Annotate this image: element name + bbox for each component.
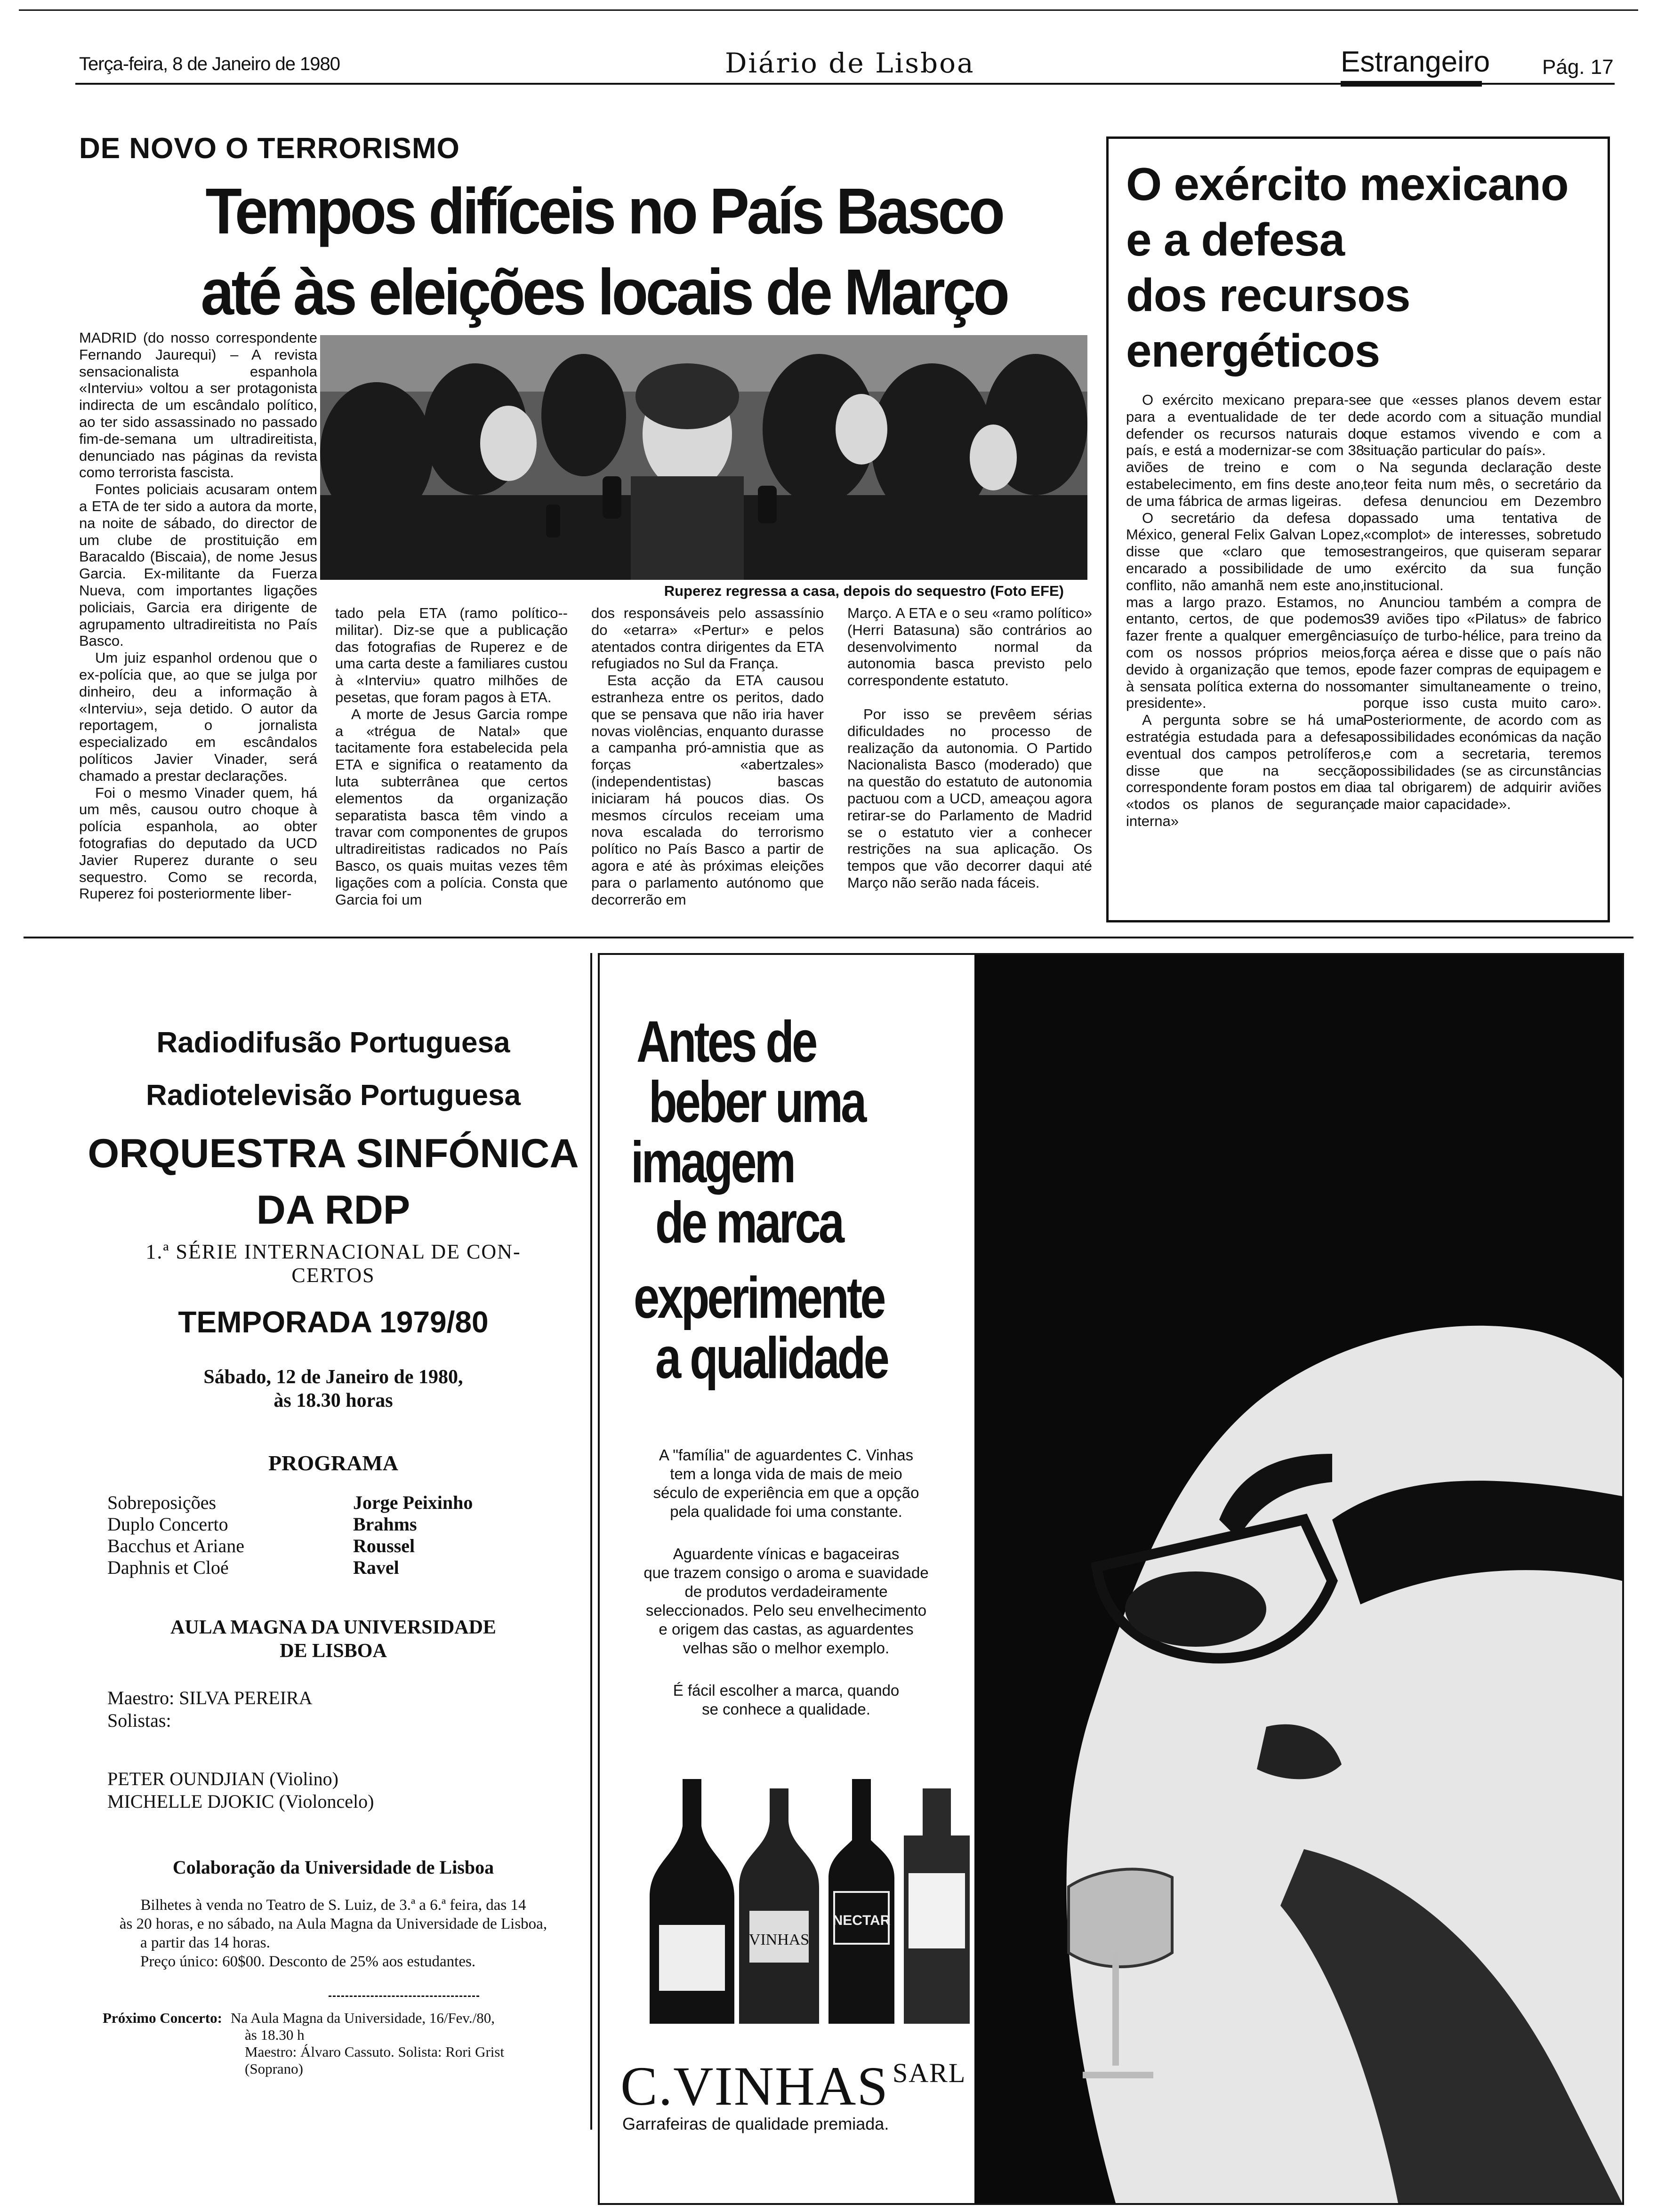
sidebar-headline-line: energéticos [1126, 325, 1380, 377]
man-drinking-photo [974, 955, 1622, 2203]
paragraph: Na segunda declaração deste teor feita num mês, o secretário da defesa denunciou em Dezembro passado uma tentativa de «complot» de interesses, sobretudo estrangeiros, que quiseram separar o exército da sua função institucional. [1363, 459, 1601, 593]
bottles-illustration [621, 1770, 979, 2033]
column-rule [590, 953, 592, 2130]
paragraph: Anunciou também a compra de 39 aviões tipo «Pilatus» de fabrico suíço de turbo-hélice, para treino da força aérea e disse que o país não pode fazer compras de equipagem e manter simultaneamente o treino, porque isso custa muito caro». Posteriormente, de acordo com as possibilidades económicas da nação e com a secretaria, teremos possibilidades (se as circunstâncias a tal obrigarem) de adquirir aviões de maior capacidade». [1363, 593, 1601, 813]
paragraph: Esta acção da ETA causou estranheza entre os peritos, dado que se pensava que não iria haver novas violências, enquanto durasse a campanha pró-amnistia que as forças «abertzales» (independentistas) bascas iniciaram há poucos dias. Os mesmos círculos receiam uma nova escalada do terrorismo político no País Basco a partir de agora e até às próximas eleições para o parlamento autónomo que decorrerão em [591, 672, 824, 908]
page-number: Pág. 17 [1542, 56, 1614, 79]
sidebar-headline-line: dos recursos [1126, 269, 1410, 321]
ad-paragraph-3 [607, 1681, 965, 1719]
ad-headline: Antes de [636, 1010, 816, 1074]
sidebar-headline-line: O exército mexicano [1126, 158, 1569, 210]
paragraph: Um juiz espanhol ordenou que o ex-polícia que, ao que se julga por dinheiro, deu a informação à «Interviu», seja detido. O autor da reportagem, o jornalista especializado em escândalos políticos Javier Vinader, será chamado a prestar declarações. [79, 649, 317, 784]
next-concert-info [231, 2010, 504, 2077]
paragraph: O exército mexicano prepara-se para a eventualidade de ter de defender os recursos naturais do país, e está a modernizar-se com 38 aviões de treino e com o estabelecimento, em fins deste ano, de uma fábrica de armas ligeiras. [1126, 392, 1364, 509]
tickets-info: Bilhetes à venda no Teatro de S. Luiz, de 3.ª a 6.ª feira, das 14 [140, 1897, 526, 1914]
series-line: CERTOS [291, 1264, 375, 1287]
paragraph: e que «esses planos devem estar de acordo com a situação mundial que estamos vivendo e com a situação particular do país». [1363, 392, 1601, 459]
paragraph: Fontes policiais acusaram ontem a ETA de ter sido a autora da morte, na noite de sábado, do director de um clube de prostituição em Baracaldo (Biscaia), de nome Jesus Garcia. Ex-militante da Fuerza Nueva, com importantes ligações policiais, Garcia era dirigente de agrupamento ultradireitista no País Basco. [79, 481, 317, 649]
next-concert-line: às 18.30 h [245, 2027, 305, 2043]
season-title: TEMPORADA 1979/80 [178, 1305, 489, 1339]
program-composer: Brahms [353, 1514, 417, 1535]
rdp-concert-ad [79, 960, 587, 2123]
paragraph: tado pela ETA (ramo político--militar). Diz-se que a publicação das fotografias de Ruperez e de uma carta deste a familiares custou à «Interviu» quatro milhões de pesetas, que foram pagos à ETA. [335, 605, 568, 705]
paragraph: A morte de Jesus Garcia rompe a «trégua de Natal» que tacitamente fora estabelecida pela ETA e significa o reatamento da luta subterrânea que certos elementos da organização separatista basca têm vindo a travar com componentes de grupos ultradireitistas radicados no País Basco, os quais muitas vezes têm ligações com a polícia. Consta que Garcia foi um [335, 705, 568, 908]
section-name: Estrangeiro [1341, 46, 1490, 78]
ad-headline: de marca [655, 1190, 843, 1255]
brand-tagline: Garrafeiras de qualidade premiada. [622, 2114, 889, 2133]
orchestra-title: ORQUESTRA SINFÓNICA [88, 1131, 579, 1176]
program-title: PROGRAMA [268, 1451, 398, 1475]
ad-paragraph-1 [607, 1446, 965, 1521]
ad-text-line: pela qualidade foi uma constante. [670, 1503, 902, 1520]
next-concert-line: (Soprano) [245, 2060, 303, 2077]
sidebar-column-1 [1126, 392, 1364, 914]
ad-text-line: velhas são o melhor exemplo. [683, 1639, 890, 1657]
brand-name: C.VINHAS [620, 2055, 889, 2117]
ad-paragraph-2 [607, 1545, 965, 1658]
ad-text-line: se conhece a qualidade. [702, 1700, 870, 1718]
program-composer: Roussel [353, 1535, 415, 1556]
program-work: Duplo Concerto [107, 1514, 228, 1535]
paragraph: Foi o mesmo Vinader quem, há um mês, causou outro choque à polícia espanhola, ao obter fotografias do deputado da UCD Javier Ruperez durante o seu sequestro. Como se recorda, Ruperez foi posteriormente liber- [79, 784, 317, 902]
brand-logo [620, 2054, 966, 2118]
section-underline [1341, 81, 1482, 87]
paragraph: Por isso se prevêem sérias dificuldades no processo de realização da autonomia. O Partido Nacionalista Basco (moderado) que na questão do estatuto de autonomia pactuou com a UCD, ameaçou agora retirar-se do Parlamento de Madrid se o estatuto vier a conhecer restrições na sua aplicação. Os tempos que vão decorrer daqui até Março não serão nada fáceis. [847, 705, 1092, 891]
orchestra-title: DA RDP [256, 1187, 410, 1233]
venue: AULA MAGNA DA UNIVERSIDADE [170, 1617, 496, 1638]
ad-headline: experimente [634, 1266, 884, 1330]
ad-line: Radiodifusão Portuguesa [156, 1026, 510, 1059]
next-concert-line: Maestro: Álvaro Cassuto. Solista: Rori Grist [245, 2044, 505, 2060]
sidebar-headline [1126, 156, 1597, 378]
program-work: Bacchus et Ariane [107, 1535, 244, 1556]
news-photo-crowd [320, 335, 1087, 580]
ad-text-line: século de experiência em que a opção [653, 1484, 919, 1501]
ad-headline: a qualidade [655, 1326, 887, 1391]
bottle-label: NECTAR [832, 1913, 891, 1928]
section-divider [24, 937, 1633, 938]
ad-line: Radiotelevisão Portuguesa [146, 1079, 521, 1112]
article-column-1 [79, 329, 317, 927]
program-work: Sobreposições [107, 1492, 217, 1513]
ad-text-line: que trazem consigo o aroma e suavidade [643, 1564, 929, 1581]
bottles-graphic [621, 1770, 979, 2033]
article-kicker: DE NOVO O TERRORISMO [79, 132, 460, 165]
article-column-2 [335, 605, 568, 927]
next-concert-label: Próximo Concerto: [103, 2010, 222, 2026]
ad-headline: imagem [631, 1130, 794, 1195]
ad-text-line: A "família" de aguardentes C. Vinhas [659, 1446, 914, 1464]
tickets-info: às 20 horas, e no sábado, na Aula Magna da Universidade de Lisboa, [119, 1915, 547, 1932]
paragraph: MADRID (do nosso correspondente Fernando Jaurequi) – A revista sensacionalista espanhola «Interviu» voltou a ser protagonista indirecta de um escândalo político, ao ter sido assassinado no passado fim-de-semana um ultradireitista, denunciado nas páginas da revista como terrorista fascista. [79, 329, 317, 481]
ad-text-line: É fácil escolher a marca, quando [673, 1682, 900, 1699]
soloist: MICHELLE DJOKIC (Violoncelo) [107, 1791, 374, 1812]
top-border [19, 9, 1638, 11]
sidebar-column-2 [1363, 392, 1601, 914]
paragraph: O secretário da defesa do México, general Felix Galvan Lopez, disse que «claro que temos encarado a possibilidade de um conflito, não amanhã nem este ano, mas a largo prazo. Estamos, no entanto, certos, de que podemos fazer frente a qualquer emergência com os nossos próprios meios, devido à organização que temos, e à sensata política externa do nosso presidente». [1126, 509, 1364, 712]
program-list [107, 1492, 531, 1581]
program-work: Daphnis et Cloé [107, 1557, 229, 1578]
separator [329, 1996, 479, 1997]
series-line: 1.ª SÉRIE INTERNACIONAL DE CON- [145, 1240, 521, 1263]
issue-date: Terça-feira, 8 de Janeiro de 1980 [79, 54, 340, 74]
concert-date: Sábado, 12 de Janeiro de 1980, [203, 1366, 463, 1388]
ad-text-line: e origem das castas, as aguardentes [659, 1620, 914, 1638]
ad-text-line: seleccionados. Pelo seu envelhecimento [645, 1602, 927, 1619]
soloist: PETER OUNDJIAN (Violino) [107, 1768, 338, 1789]
program-composer: Ravel [353, 1557, 399, 1578]
tickets-info: a partir das 14 horas. [140, 1934, 270, 1951]
photo-illustration [974, 955, 1622, 2203]
next-concert-line: Na Aula Magna da Universidade, 16/Fev./80, [231, 2010, 495, 2026]
soloists-label: Solistas: [107, 1710, 171, 1731]
bottle-label: VINHAS [748, 1931, 810, 1948]
collaboration: Colaboração da Universidade de Lisboa [172, 1857, 494, 1878]
ad-headline: beber uma [649, 1070, 865, 1135]
ad-text-line: de produtos verdadeiramente [684, 1583, 888, 1600]
article-headline-line2: até às eleições locais de Março [201, 256, 1007, 329]
masthead: Diário de Lisboa [725, 47, 975, 79]
ticket-price: Preço único: 60$00. Desconto de 25% aos estudantes. [140, 1953, 476, 1970]
program-composer: Jorge Peixinho [353, 1492, 473, 1513]
ad-text-line: Aguardente vínicas e bagaceiras [673, 1545, 900, 1563]
paragraph: dos responsáveis pelo assassínio do «etarra» «Pertur» e pelos atentados contra dirigentes da ETA refugiados no Sul da França. [591, 605, 824, 672]
sidebar-headline-line: e a defesa [1126, 214, 1344, 265]
article-column-3 [591, 605, 824, 927]
article-column-4 [847, 605, 1092, 927]
concert-time: às 18.30 horas [273, 1390, 393, 1411]
ad-text-line: tem a longa vida de mais de meio [670, 1465, 902, 1483]
brand-suffix: SARL [893, 2058, 966, 2088]
venue: DE LISBOA [280, 1640, 387, 1662]
maestro: Maestro: SILVA PEREIRA [107, 1687, 313, 1708]
photo-caption: Ruperez regressa a casa, depois do sequestro (Foto EFE) [664, 583, 1064, 599]
paragraph: A pergunta sobre se há uma estratégia estudada para a defesa eventual dos campos petrolíferos, disse que na secção correspondente foram postos em dia «todos os planos de segurança interna» [1126, 712, 1364, 829]
photo-illustration [320, 335, 1087, 580]
paragraph: Março. A ETA e o seu «ramo político» (Herri Batasuna) são contrários ao desenvolvimento normal da autonomia basca previsto pelo correspondente estatuto. [847, 605, 1092, 689]
article-headline-line1: Tempos difíceis no País Basco [205, 175, 1003, 248]
